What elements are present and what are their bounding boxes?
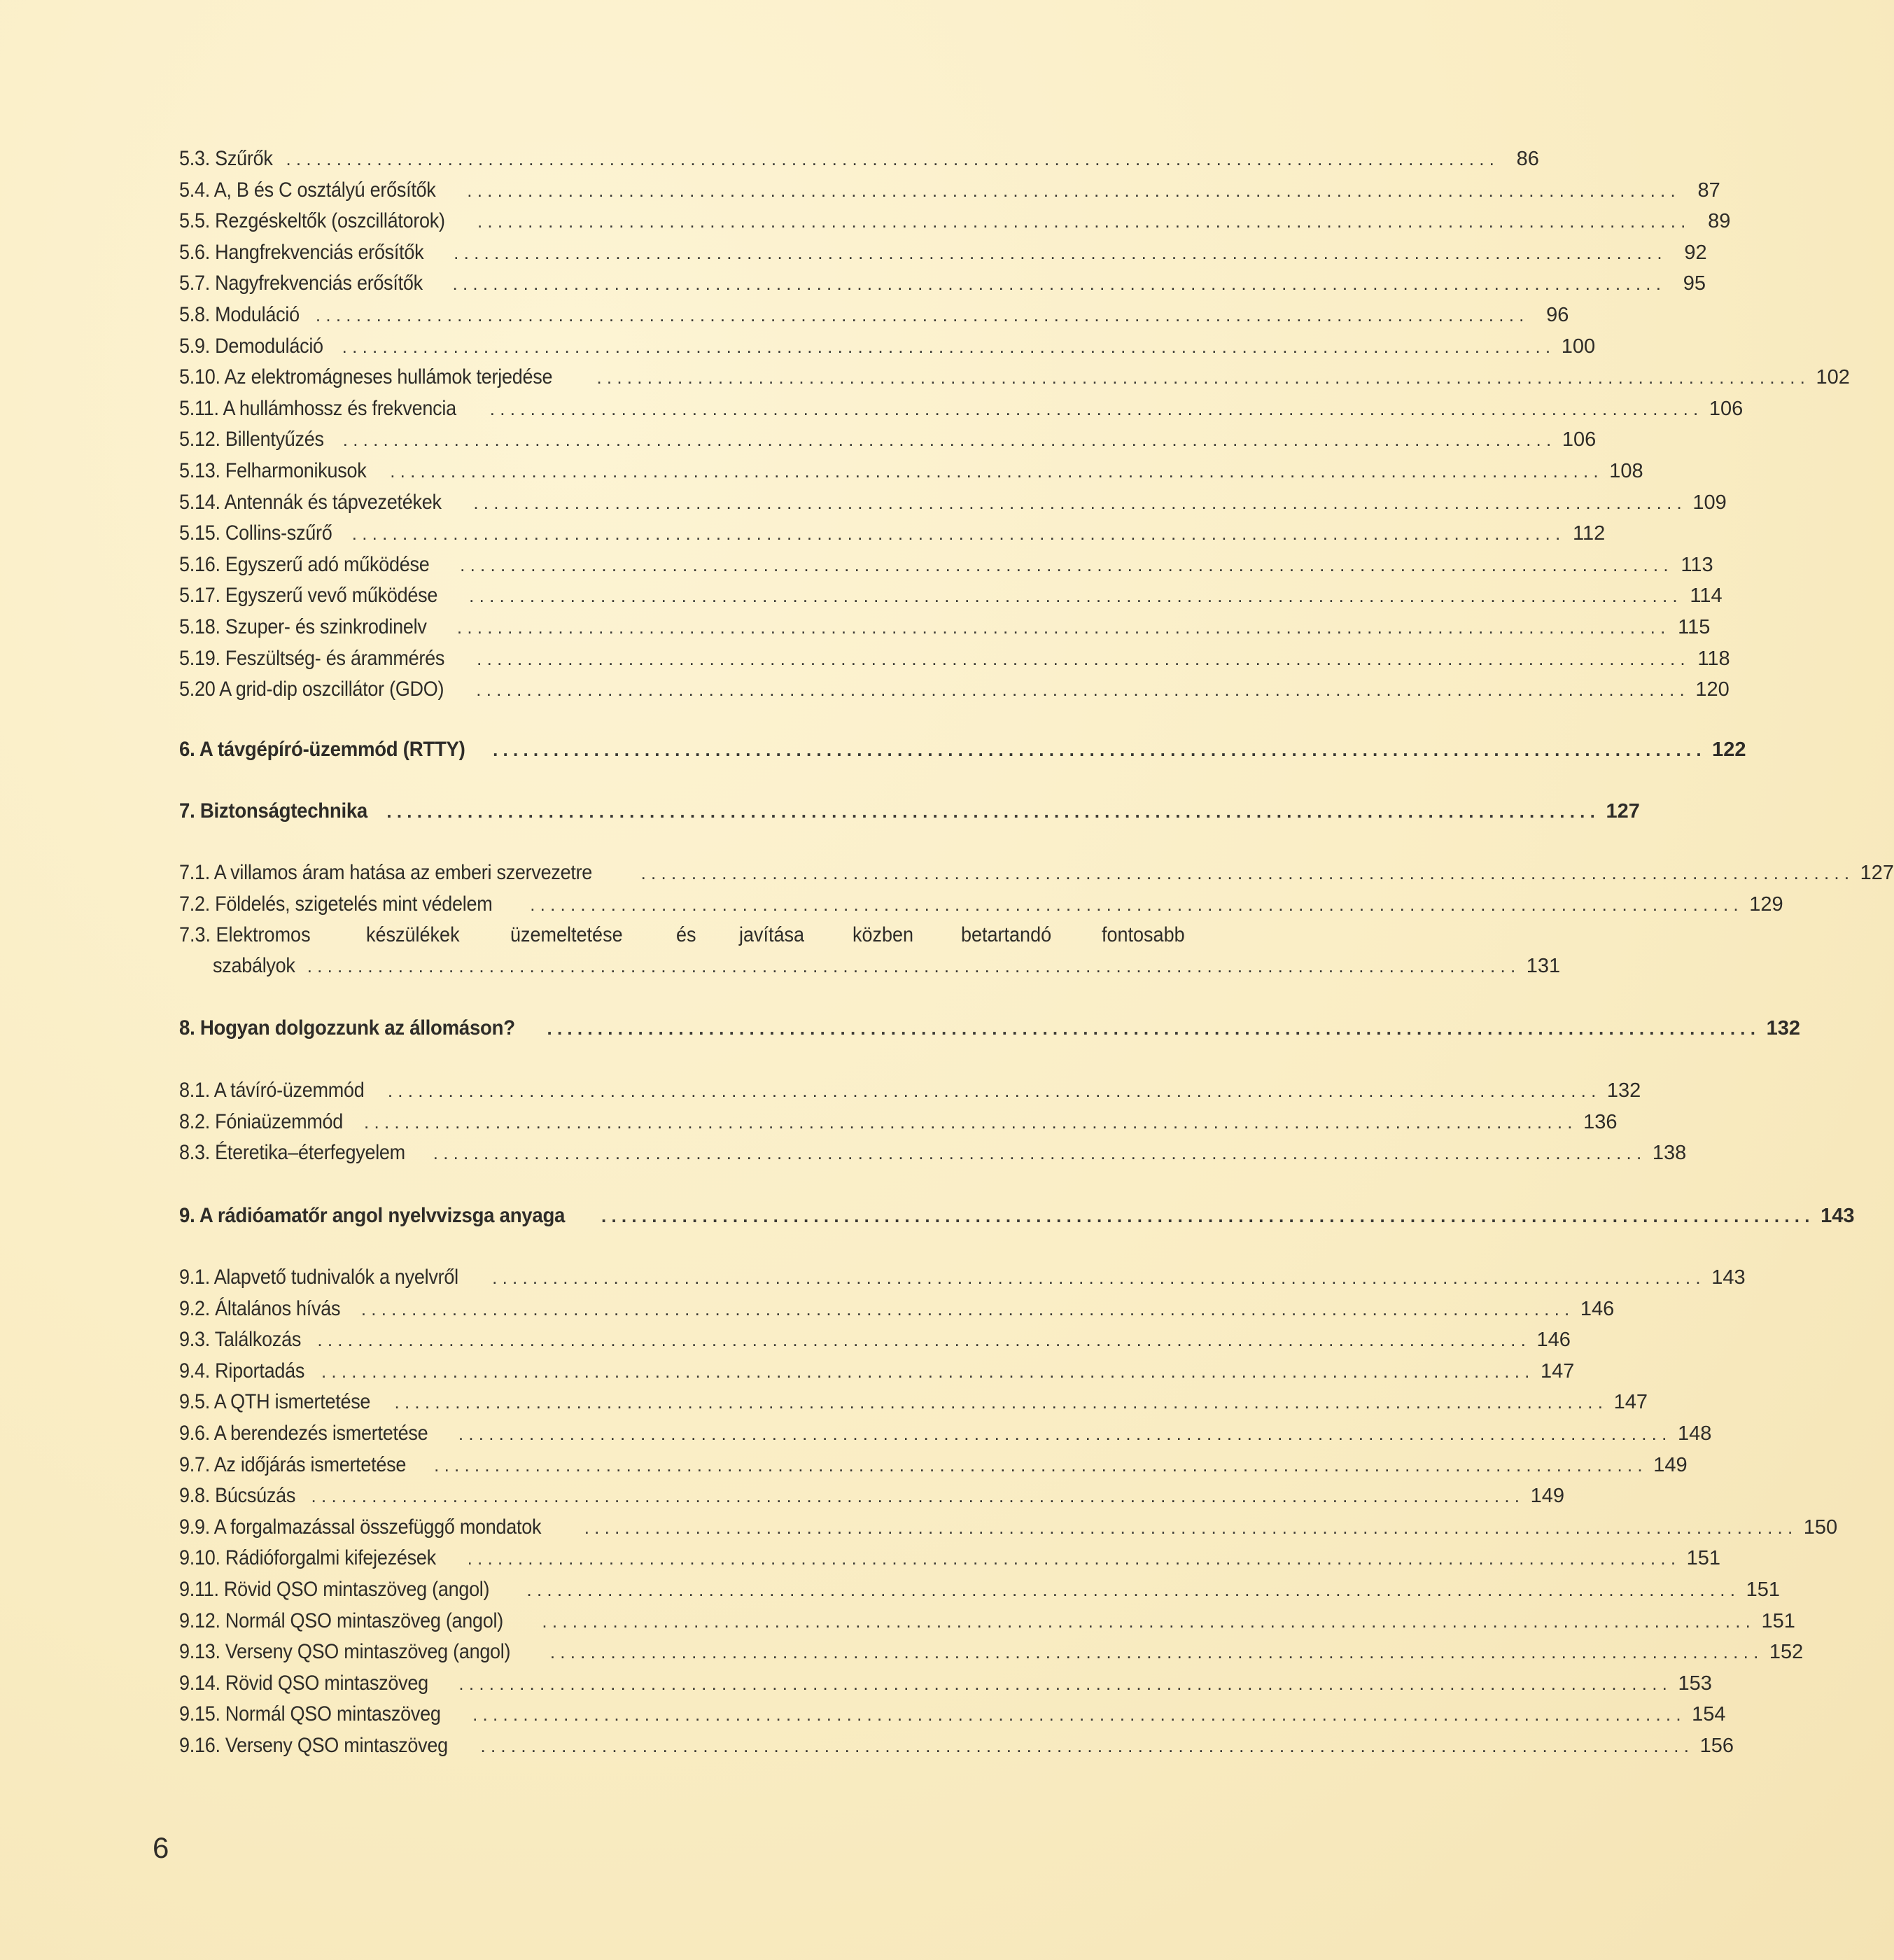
entry-title: 5.4. A, B és C osztályú erősítők [179,178,436,202]
toc-entry[interactable] [179,1639,1804,1665]
entry-title: 5.8. Moduláció [179,303,300,326]
entry-title: 5.13. Felharmonikusok [179,459,367,482]
entry-title: 9.1. Alapvető tudnivalók a nyelvről [179,1266,458,1289]
entry-title: 5.5. Rezgéskeltők (oszcillátorok) [179,209,445,233]
toc-entry[interactable] [179,396,1744,422]
toc-entry[interactable] [179,1389,1648,1415]
entry-page-number: 136 [1583,1110,1618,1133]
dot-leader: . . . . . . . . . . . . . . . . . . . . . . . . . . . . . . . . . . . . . . . . . . . . . . . . . . . . . . . . . . . . . . . . . . . . . . . . . . . . . . . . . . . . . . . . . . . . . . . . . . . . . . . . . . . . . . . . . . . . . . . . [456,617,1666,638]
toc-entry[interactable] [179,1296,1615,1322]
toc-chapter-6[interactable] [179,736,1746,763]
dot-leader: . . . . . . . . . . . . . . . . . . . . . . . . . . . . . . . . . . . . . . . . . . . . . . . . . . . . . . . . . . . . . . . . . . . . . . . . . . . . . . . . . . . . . . . . . . . . . . . . . . . . . . . . . . . . . . . . . . . . . . . . [342,429,1552,451]
entry-page-number: 132 [1606,1079,1641,1102]
entry-title: 9.11. Rövid QSO mintaszöveg (angol) [179,1578,490,1601]
dot-leader: . . . . . . . . . . . . . . . . . . . . . . . . . . . . . . . . . . . . . . . . . . . . . . . . . . . . . . . . . . . . . . . . . . . . . . . . . . . . . . . . . . . . . . . . . . . . . . . . . . . . . . . . . . . . . . . . . . . . . . . . [549,1642,1759,1663]
entry-page-number: 153 [1678,1672,1712,1695]
entry-page-number: 151 [1686,1547,1721,1570]
dot-leader: . . . . . . . . . . . . . . . . . . . . . . . . . . . . . . . . . . . . . . . . . . . . . . . . . . . . . . . . . . . . . . . . . . . . . . . . . . . . . . . . . . . . . . . . . . . . . . . . . . . . . . . . . . . . . . . . . . . . . . . . [493,739,1702,760]
dot-leader: . . . . . . . . . . . . . . . . . . . . . . . . . . . . . . . . . . . . . . . . . . . . . . . . . . . . . . . . . . . . . . . . . . . . . . . . . . . . . . . . . . . . . . . . . . . . . . . . . . . . . . . . . . . . . . . . . . . . . . . . [469,585,1678,607]
dot-leader: . . . . . . . . . . . . . . . . . . . . . . . . . . . . . . . . . . . . . . . . . . . . . . . . . . . . . . . . . . . . . . . . . . . . . . . . . . . . . . . . . . . . . . . . . . . . . . . . . . . . . . . . . . . . . . . . . . . . . . . . [360,1298,1570,1320]
dot-leader: . . . . . . . . . . . . . . . . . . . . . . . . . . . . . . . . . . . . . . . . . . . . . . . . . . . . . . . . . . . . . . . . . . . . . . . . . . . . . . . . . . . . . . . . . . . . . . . . . . . . . . . . . . . . . . . . . . . . . . . . [311,1485,1520,1507]
entry-page-number: 143 [1711,1266,1746,1289]
entry-page-number: 127 [1606,800,1640,822]
toc-entry[interactable] [179,1140,1687,1166]
toc-entry[interactable] [179,364,1850,391]
entry-title: 9.16. Verseny QSO mintaszöveg [179,1734,448,1757]
entry-title: 9.8. Búcsúzás [179,1484,296,1508]
entry-title: 9.12. Normál QSO mintaszöveg (angol) [179,1609,503,1632]
entry-page-number: 95 [1683,272,1706,295]
entry-title: 5.20 A grid-dip oszcillátor (GDO) [179,678,444,701]
dot-leader: . . . . . . . . . . . . . . . . . . . . . . . . . . . . . . . . . . . . . . . . . . . . . . . . . . . . . . . . . . . . . . . . . . . . . . . . . . . . . . . . . . . . . . . . . . . . . . . . . . . . . . . . . . . . . . . . . . . . . . . . [390,461,1599,482]
entry-title: 5.17. Egyszerű vevő működése [179,584,438,608]
toc-entry[interactable] [179,1483,1564,1509]
entry-title: 5.7. Nagyfrekvenciás erősítők [179,272,423,295]
toc-entry[interactable] [179,1545,1721,1572]
dot-leader: . . . . . . . . . . . . . . . . . . . . . . . . . . . . . . . . . . . . . . . . . . . . . . . . . . . . . . . . . . . . . . . . . . . . . . . . . . . . . . . . . . . . . . . . . . . . . . . . . . . . . . . . . . . . . . . . . . . . . . . . [351,523,1561,545]
entry-title-word: 7.3. Elektromos [179,923,311,946]
toc-entry[interactable] [179,860,1894,886]
toc-entry[interactable] [179,1109,1618,1135]
toc-entry[interactable] [179,302,1569,328]
toc-entry[interactable] [179,1576,1780,1603]
entry-title: 9.9. A forgalmazással összefüggő mondatok [179,1515,542,1539]
entry-title: 6. A távgépíró-üzemmód (RTTY) [179,738,465,761]
entry-title-word: és [675,923,696,946]
entry-page-number: 114 [1690,584,1723,608]
toc-entry[interactable] [179,582,1723,609]
toc-entry[interactable] [179,1452,1688,1478]
entry-page-number: 129 [1749,892,1783,916]
toc-entry[interactable] [179,1514,1838,1541]
dot-leader: . . . . . . . . . . . . . . . . . . . . . . . . . . . . . . . . . . . . . . . . . . . . . . . . . . . . . . . . . . . . . . . . . . . . . . . . . . . . . . . . . . . . . . . . . . . . . . . . . . . . . . . . . . . . . . . . . . . . . . . . [454,241,1662,263]
entry-page-number: 106 [1562,428,1597,451]
toc-entry[interactable] [179,177,1720,204]
entry-page-number: 113 [1681,553,1713,576]
dot-leader: . . . . . . . . . . . . . . . . . . . . . . . . . . . . . . . . . . . . . . . . . . . . . . . . . . . . . . . . . . . . . . . . . . . . . . . . . . . . . . . . . . . . . . . . . . . . . . . . . . . . . . . . . . . . . . . . . . . . . . . . [530,893,1739,915]
dot-leader: . . . . . . . . . . . . . . . . . . . . . . . . . . . . . . . . . . . . . . . . . . . . . . . . . . . . . . . . . . . . . . . . . . . . . . . . . . . . . . . . . . . . . . . . . . . . . . . . . . . . . . . . . . . . . . . . . . . . . . . . [286,148,1494,169]
dot-leader: . . . . . . . . . . . . . . . . . . . . . . . . . . . . . . . . . . . . . . . . . . . . . . . . . . . . . . . . . . . . . . . . . . . . . . . . . . . . . . . . . . . . . . . . . . . . . . . . . . . . . . . . . . . . . . . . . . . . . . . . [472,1704,1681,1726]
entry-page-number: 148 [1677,1422,1712,1445]
toc-entry[interactable] [179,645,1730,672]
entry-page-number: 109 [1692,491,1727,514]
toc-entry[interactable] [179,208,1731,234]
entry-title: 5.10. Az elektromágneses hullámok terjedése [179,365,553,389]
entry-page-number: 127 [1860,862,1894,884]
entry-page-number: 89 [1708,210,1731,233]
toc-entry[interactable] [179,239,1707,266]
toc-entry[interactable] [179,891,1783,918]
dot-leader: . . . . . . . . . . . . . . . . . . . . . . . . . . . . . . . . . . . . . . . . . . . . . . . . . . . . . . . . . . . . . . . . . . . . . . . . . . . . . . . . . . . . . . . . . . . . . . . . . . . . . . . . . . . . . . . . . . . . . . . . [492,1267,1701,1288]
toc-chapter-9[interactable] [179,1203,1855,1229]
dot-leader: . . . . . . . . . . . . . . . . . . . . . . . . . . . . . . . . . . . . . . . . . . . . . . . . . . . . . . . . . . . . . . . . . . . . . . . . . . . . . . . . . . . . . . . . . . . . . . . . . . . . . . . . . . . . . . . . . . . . . . . . [476,679,1685,701]
toc-entry[interactable] [179,1077,1641,1104]
dot-leader: . . . . . . . . . . . . . . . . . . . . . . . . . . . . . . . . . . . . . . . . . . . . . . . . . . . . . . . . . . . . . . . . . . . . . . . . . . . . . . . . . . . . . . . . . . . . . . . . . . . . . . . . . . . . . . . . . . . . . . . . [452,273,1661,295]
entry-title: 5.6. Hangfrekvenciás erősítők [179,240,424,264]
dot-leader: . . . . . . . . . . . . . . . . . . . . . . . . . . . . . . . . . . . . . . . . . . . . . . . . . . . . . . . . . . . . . . . . . . . . . . . . . . . . . . . . . . . . . . . . . . . . . . . . . . . . . . . . . . . . . . . . . . . . . . . . [458,1423,1667,1444]
entry-title: 8.2. Fóniaüzemmód [179,1110,344,1133]
entry-title: 5.15. Collins-szűrő [179,522,332,545]
dot-leader: . . . . . . . . . . . . . . . . . . . . . . . . . . . . . . . . . . . . . . . . . . . . . . . . . . . . . . . . . . . . . . . . . . . . . . . . . . . . . . . . . . . . . . . . . . . . . . . . . . . . . . . . . . . . . . . . . . . . . . . . [342,335,1551,357]
entry-page-number: 87 [1697,178,1720,202]
toc-entry[interactable] [179,333,1596,360]
dot-leader: . . . . . . . . . . . . . . . . . . . . . . . . . . . . . . . . . . . . . . . . . . . . . . . . . . . . . . . . . . . . . . . . . . . . . . . . . . . . . . . . . . . . . . . . . . . . . . . . . . . . . . . . . . . . . . . . . . . . . . . . [386,801,1595,822]
dot-leader: . . . . . . . . . . . . . . . . . . . . . . . . . . . . . . . . . . . . . . . . . . . . . . . . . . . . . . . . . . . . . . . . . . . . . . . . . . . . . . . . . . . . . . . . . . . . . . . . . . . . . . . . . . . . . . . . . . . . . . . . [526,1579,1735,1600]
entry-page-number: 120 [1695,678,1730,701]
entry-title: 5.3. Szűrők [179,147,273,170]
entry-title-word: fontosabb [1102,923,1185,946]
entry-title: 9.14. Rövid QSO mintaszöveg [179,1671,428,1695]
dot-leader: . . . . . . . . . . . . . . . . . . . . . . . . . . . . . . . . . . . . . . . . . . . . . . . . . . . . . . . . . . . . . . . . . . . . . . . . . . . . . . . . . . . . . . . . . . . . . . . . . . . . . . . . . . . . . . . . . . . . . . . . [542,1610,1751,1632]
entry-title: 9.2. Általános hívás [179,1296,341,1320]
entry-page-number: 138 [1652,1142,1687,1165]
entry-title: 9.13. Verseny QSO mintaszöveg (angol) [179,1640,511,1664]
toc-entry[interactable] [179,614,1711,640]
entry-title: 5.12. Billentyűzés [179,428,324,451]
dot-leader: . . . . . . . . . . . . . . . . . . . . . . . . . . . . . . . . . . . . . . . . . . . . . . . . . . . . . . . . . . . . . . . . . . . . . . . . . . . . . . . . . . . . . . . . . . . . . . . . . . . . . . . . . . . . . . . . . . . . . . . . [477,211,1686,232]
entry-title: 5.11. A hullámhossz és frekvencia [179,396,456,420]
entry-title: 9. A rádióamatőr angol nyelvvizsga anyaga [179,1204,566,1227]
entry-title: 9.3. Találkozás [179,1328,302,1352]
entry-page-number: 143 [1821,1205,1855,1227]
entry-page-number: 122 [1712,738,1746,761]
toc-entry[interactable] [179,520,1606,547]
dot-leader: . . . . . . . . . . . . . . . . . . . . . . . . . . . . . . . . . . . . . . . . . . . . . . . . . . . . . . . . . . . . . . . . . . . . . . . . . . . . . . . . . . . . . . . . . . . . . . . . . . . . . . . . . . . . . . . . . . . . . . . . [640,862,1850,883]
toc-entry[interactable] [179,270,1706,297]
dot-leader: . . . . . . . . . . . . . . . . . . . . . . . . . . . . . . . . . . . . . . . . . . . . . . . . . . . . . . . . . . . . . . . . . . . . . . . . . . . . . . . . . . . . . . . . . . . . . . . . . . . . . . . . . . . . . . . . . . . . . . . . [467,179,1676,201]
dot-leader: . . . . . . . . . . . . . . . . . . . . . . . . . . . . . . . . . . . . . . . . . . . . . . . . . . . . . . . . . . . . . . . . . . . . . . . . . . . . . . . . . . . . . . . . . . . . . . . . . . . . . . . . . . . . . . . . . . . . . . . . [321,1360,1530,1382]
dot-leader: . . . . . . . . . . . . . . . . . . . . . . . . . . . . . . . . . . . . . . . . . . . . . . . . . . . . . . . . . . . . . . . . . . . . . . . . . . . . . . . . . . . . . . . . . . . . . . . . . . . . . . . . . . . . . . . . . . . . . . . . [601,1205,1810,1226]
dot-leader: . . . . . . . . . . . . . . . . . . . . . . . . . . . . . . . . . . . . . . . . . . . . . . . . . . . . . . . . . . . . . . . . . . . . . . . . . . . . . . . . . . . . . . . . . . . . . . . . . . . . . . . . . . . . . . . . . . . . . . . . [467,1548,1676,1569]
toc-entry[interactable] [179,676,1730,703]
entry-page-number: 147 [1613,1391,1648,1414]
entry-title: 5.9. Demoduláció [179,334,323,358]
entry-title: 7.2. Földelés, szigetelés mint védelem [179,892,493,916]
dot-leader: . . . . . . . . . . . . . . . . . . . . . . . . . . . . . . . . . . . . . . . . . . . . . . . . . . . . . . . . . . . . . . . . . . . . . . . . . . . . . . . . . . . . . . . . . . . . . . . . . . . . . . . . . . . . . . . . . . . . . . . . [394,1392,1603,1413]
entry-page-number: 146 [1536,1329,1571,1352]
dot-leader: . . . . . . . . . . . . . . . . . . . . . . . . . . . . . . . . . . . . . . . . . . . . . . . . . . . . . . . . . . . . . . . . . . . . . . . . . . . . . . . . . . . . . . . . . . . . . . . . . . . . . . . . . . . . . . . . . . . . . . . . [315,304,1524,326]
toc-entry[interactable] [179,1326,1571,1353]
entry-title-word: közben [852,923,913,946]
page-number: 6 [153,1831,169,1864]
toc-entry[interactable] [179,1701,1726,1728]
entry-page-number: 102 [1816,366,1850,389]
entry-page-number: 146 [1580,1297,1615,1320]
toc-entry-7-3-first-line[interactable] [179,922,1194,948]
entry-title-word: készülékek [365,923,460,946]
toc-entry[interactable] [179,146,1539,172]
entry-title: 5.14. Antennák és tápvezetékek [179,490,442,514]
dot-leader: . . . . . . . . . . . . . . . . . . . . . . . . . . . . . . . . . . . . . . . . . . . . . . . . . . . . . . . . . . . . . . . . . . . . . . . . . . . . . . . . . . . . . . . . . . . . . . . . . . . . . . . . . . . . . . . . . . . . . . . . [480,1735,1689,1756]
entry-page-number: 96 [1546,304,1569,326]
entry-page-number: 86 [1516,148,1539,170]
entry-title-word: betartandó [960,923,1051,946]
entry-title: 9.10. Rádióforgalmi kifejezések [179,1546,436,1570]
entry-page-number: 150 [1803,1516,1838,1539]
entry-title: 5.19. Feszültség- és árammérés [179,646,445,670]
toc-entry-7-3-continuation[interactable] [179,953,1561,979]
toc-entry[interactable] [179,1358,1575,1385]
dot-leader: . . . . . . . . . . . . . . . . . . . . . . . . . . . . . . . . . . . . . . . . . . . . . . . . . . . . . . . . . . . . . . . . . . . . . . . . . . . . . . . . . . . . . . . . . . . . . . . . . . . . . . . . . . . . . . . . . . . . . . . . [477,648,1685,669]
entry-page-number: 131 [1526,955,1561,977]
toc-chapter-8[interactable] [179,1015,1800,1042]
entry-page-number: 151 [1746,1578,1780,1601]
entry-title: 8. Hogyan dolgozzunk az állomáson? [179,1016,515,1040]
toc-entry[interactable] [179,1264,1746,1291]
toc-entry[interactable] [179,426,1597,453]
entry-page-number: 100 [1561,335,1596,358]
entry-title: 8.3. Éteretika–éterfegyelem [179,1141,405,1165]
entry-page-number: 147 [1541,1359,1575,1382]
entry-page-number: 112 [1572,522,1606,545]
entry-title: 9.4. Riportadás [179,1359,305,1382]
entry-page-number: 115 [1678,616,1711,638]
dot-leader: . . . . . . . . . . . . . . . . . . . . . . . . . . . . . . . . . . . . . . . . . . . . . . . . . . . . . . . . . . . . . . . . . . . . . . . . . . . . . . . . . . . . . . . . . . . . . . . . . . . . . . . . . . . . . . . . . . . . . . . . [458,1672,1667,1694]
toc-chapter-7[interactable] [179,798,1640,825]
toc-entry[interactable] [179,458,1643,484]
dot-leader: . . . . . . . . . . . . . . . . . . . . . . . . . . . . . . . . . . . . . . . . . . . . . . . . . . . . . . . . . . . . . . . . . . . . . . . . . . . . . . . . . . . . . . . . . . . . . . . . . . . . . . . . . . . . . . . . . . . . . . . . [596,367,1805,388]
toc-entry[interactable] [179,1420,1712,1447]
entry-page-number: 154 [1692,1703,1726,1726]
toc-entry[interactable] [179,1608,1795,1634]
entry-title: 5.18. Szuper- és szinkrodinelv [179,615,427,638]
entry-title: 7.1. A villamos áram hatása az emberi szervezetre [179,861,593,884]
entry-title: 9.5. A QTH ismertetése [179,1390,371,1414]
entry-page-number: 108 [1609,460,1643,482]
entry-title-word: javítása [738,923,804,946]
entry-title: 9.7. Az időjárás ismertetése [179,1452,407,1476]
dot-leader: . . . . . . . . . . . . . . . . . . . . . . . . . . . . . . . . . . . . . . . . . . . . . . . . . . . . . . . . . . . . . . . . . . . . . . . . . . . . . . . . . . . . . . . . . . . . . . . . . . . . . . . . . . . . . . . . . . . . . . . . [307,955,1516,976]
entry-page-number: 92 [1684,241,1707,264]
entry-title-word: üzemeltetése [510,923,623,946]
entry-page-number: 151 [1761,1609,1795,1632]
entry-page-number: 149 [1653,1453,1688,1476]
dot-leader: . . . . . . . . . . . . . . . . . . . . . . . . . . . . . . . . . . . . . . . . . . . . . . . . . . . . . . . . . . . . . . . . . . . . . . . . . . . . . . . . . . . . . . . . . . . . . . . . . . . . . . . . . . . . . . . . . . . . . . . . [584,1516,1793,1538]
toc-entry[interactable] [179,1670,1712,1697]
toc-entry[interactable] [179,552,1713,578]
entry-page-number: 152 [1769,1641,1804,1664]
dot-leader: . . . . . . . . . . . . . . . . . . . . . . . . . . . . . . . . . . . . . . . . . . . . . . . . . . . . . . . . . . . . . . . . . . . . . . . . . . . . . . . . . . . . . . . . . . . . . . . . . . . . . . . . . . . . . . . . . . . . . . . . [317,1329,1526,1351]
entry-page-number: 149 [1530,1485,1564,1508]
entry-title: 8.1. A távíró-üzemmód [179,1079,365,1102]
dot-leader: . . . . . . . . . . . . . . . . . . . . . . . . . . . . . . . . . . . . . . . . . . . . . . . . . . . . . . . . . . . . . . . . . . . . . . . . . . . . . . . . . . . . . . . . . . . . . . . . . . . . . . . . . . . . . . . . . . . . . . . . [433,1142,1642,1164]
toc-entry[interactable] [179,1732,1734,1759]
dot-leader: . . . . . . . . . . . . . . . . . . . . . . . . . . . . . . . . . . . . . . . . . . . . . . . . . . . . . . . . . . . . . . . . . . . . . . . . . . . . . . . . . . . . . . . . . . . . . . . . . . . . . . . . . . . . . . . . . . . . . . . . [547,1018,1755,1039]
entry-title: 9.15. Normál QSO mintaszöveg [179,1702,441,1726]
entry-page-number: 132 [1766,1017,1800,1040]
dot-leader: . . . . . . . . . . . . . . . . . . . . . . . . . . . . . . . . . . . . . . . . . . . . . . . . . . . . . . . . . . . . . . . . . . . . . . . . . . . . . . . . . . . . . . . . . . . . . . . . . . . . . . . . . . . . . . . . . . . . . . . . [460,554,1669,575]
dot-leader: . . . . . . . . . . . . . . . . . . . . . . . . . . . . . . . . . . . . . . . . . . . . . . . . . . . . . . . . . . . . . . . . . . . . . . . . . . . . . . . . . . . . . . . . . . . . . . . . . . . . . . . . . . . . . . . . . . . . . . . . [489,398,1699,419]
entry-title: 9.6. A berendezés ismertetése [179,1422,428,1445]
dot-leader: . . . . . . . . . . . . . . . . . . . . . . . . . . . . . . . . . . . . . . . . . . . . . . . . . . . . . . . . . . . . . . . . . . . . . . . . . . . . . . . . . . . . . . . . . . . . . . . . . . . . . . . . . . . . . . . . . . . . . . . . [434,1454,1643,1476]
toc-entry[interactable] [179,489,1727,516]
entry-title: szabályok [213,954,295,977]
entry-page-number: 118 [1697,647,1730,670]
entry-page-number: 106 [1709,397,1744,420]
dot-leader: . . . . . . . . . . . . . . . . . . . . . . . . . . . . . . . . . . . . . . . . . . . . . . . . . . . . . . . . . . . . . . . . . . . . . . . . . . . . . . . . . . . . . . . . . . . . . . . . . . . . . . . . . . . . . . . . . . . . . . . . [364,1111,1573,1133]
dot-leader: . . . . . . . . . . . . . . . . . . . . . . . . . . . . . . . . . . . . . . . . . . . . . . . . . . . . . . . . . . . . . . . . . . . . . . . . . . . . . . . . . . . . . . . . . . . . . . . . . . . . . . . . . . . . . . . . . . . . . . . . [387,1080,1597,1101]
dot-leader: . . . . . . . . . . . . . . . . . . . . . . . . . . . . . . . . . . . . . . . . . . . . . . . . . . . . . . . . . . . . . . . . . . . . . . . . . . . . . . . . . . . . . . . . . . . . . . . . . . . . . . . . . . . . . . . . . . . . . . . . [473,491,1682,513]
entry-title: 7. Biztonságtechnika [179,799,368,822]
entry-title: 5.16. Egyszerű adó működése [179,552,430,576]
entry-page-number: 156 [1699,1735,1734,1757]
